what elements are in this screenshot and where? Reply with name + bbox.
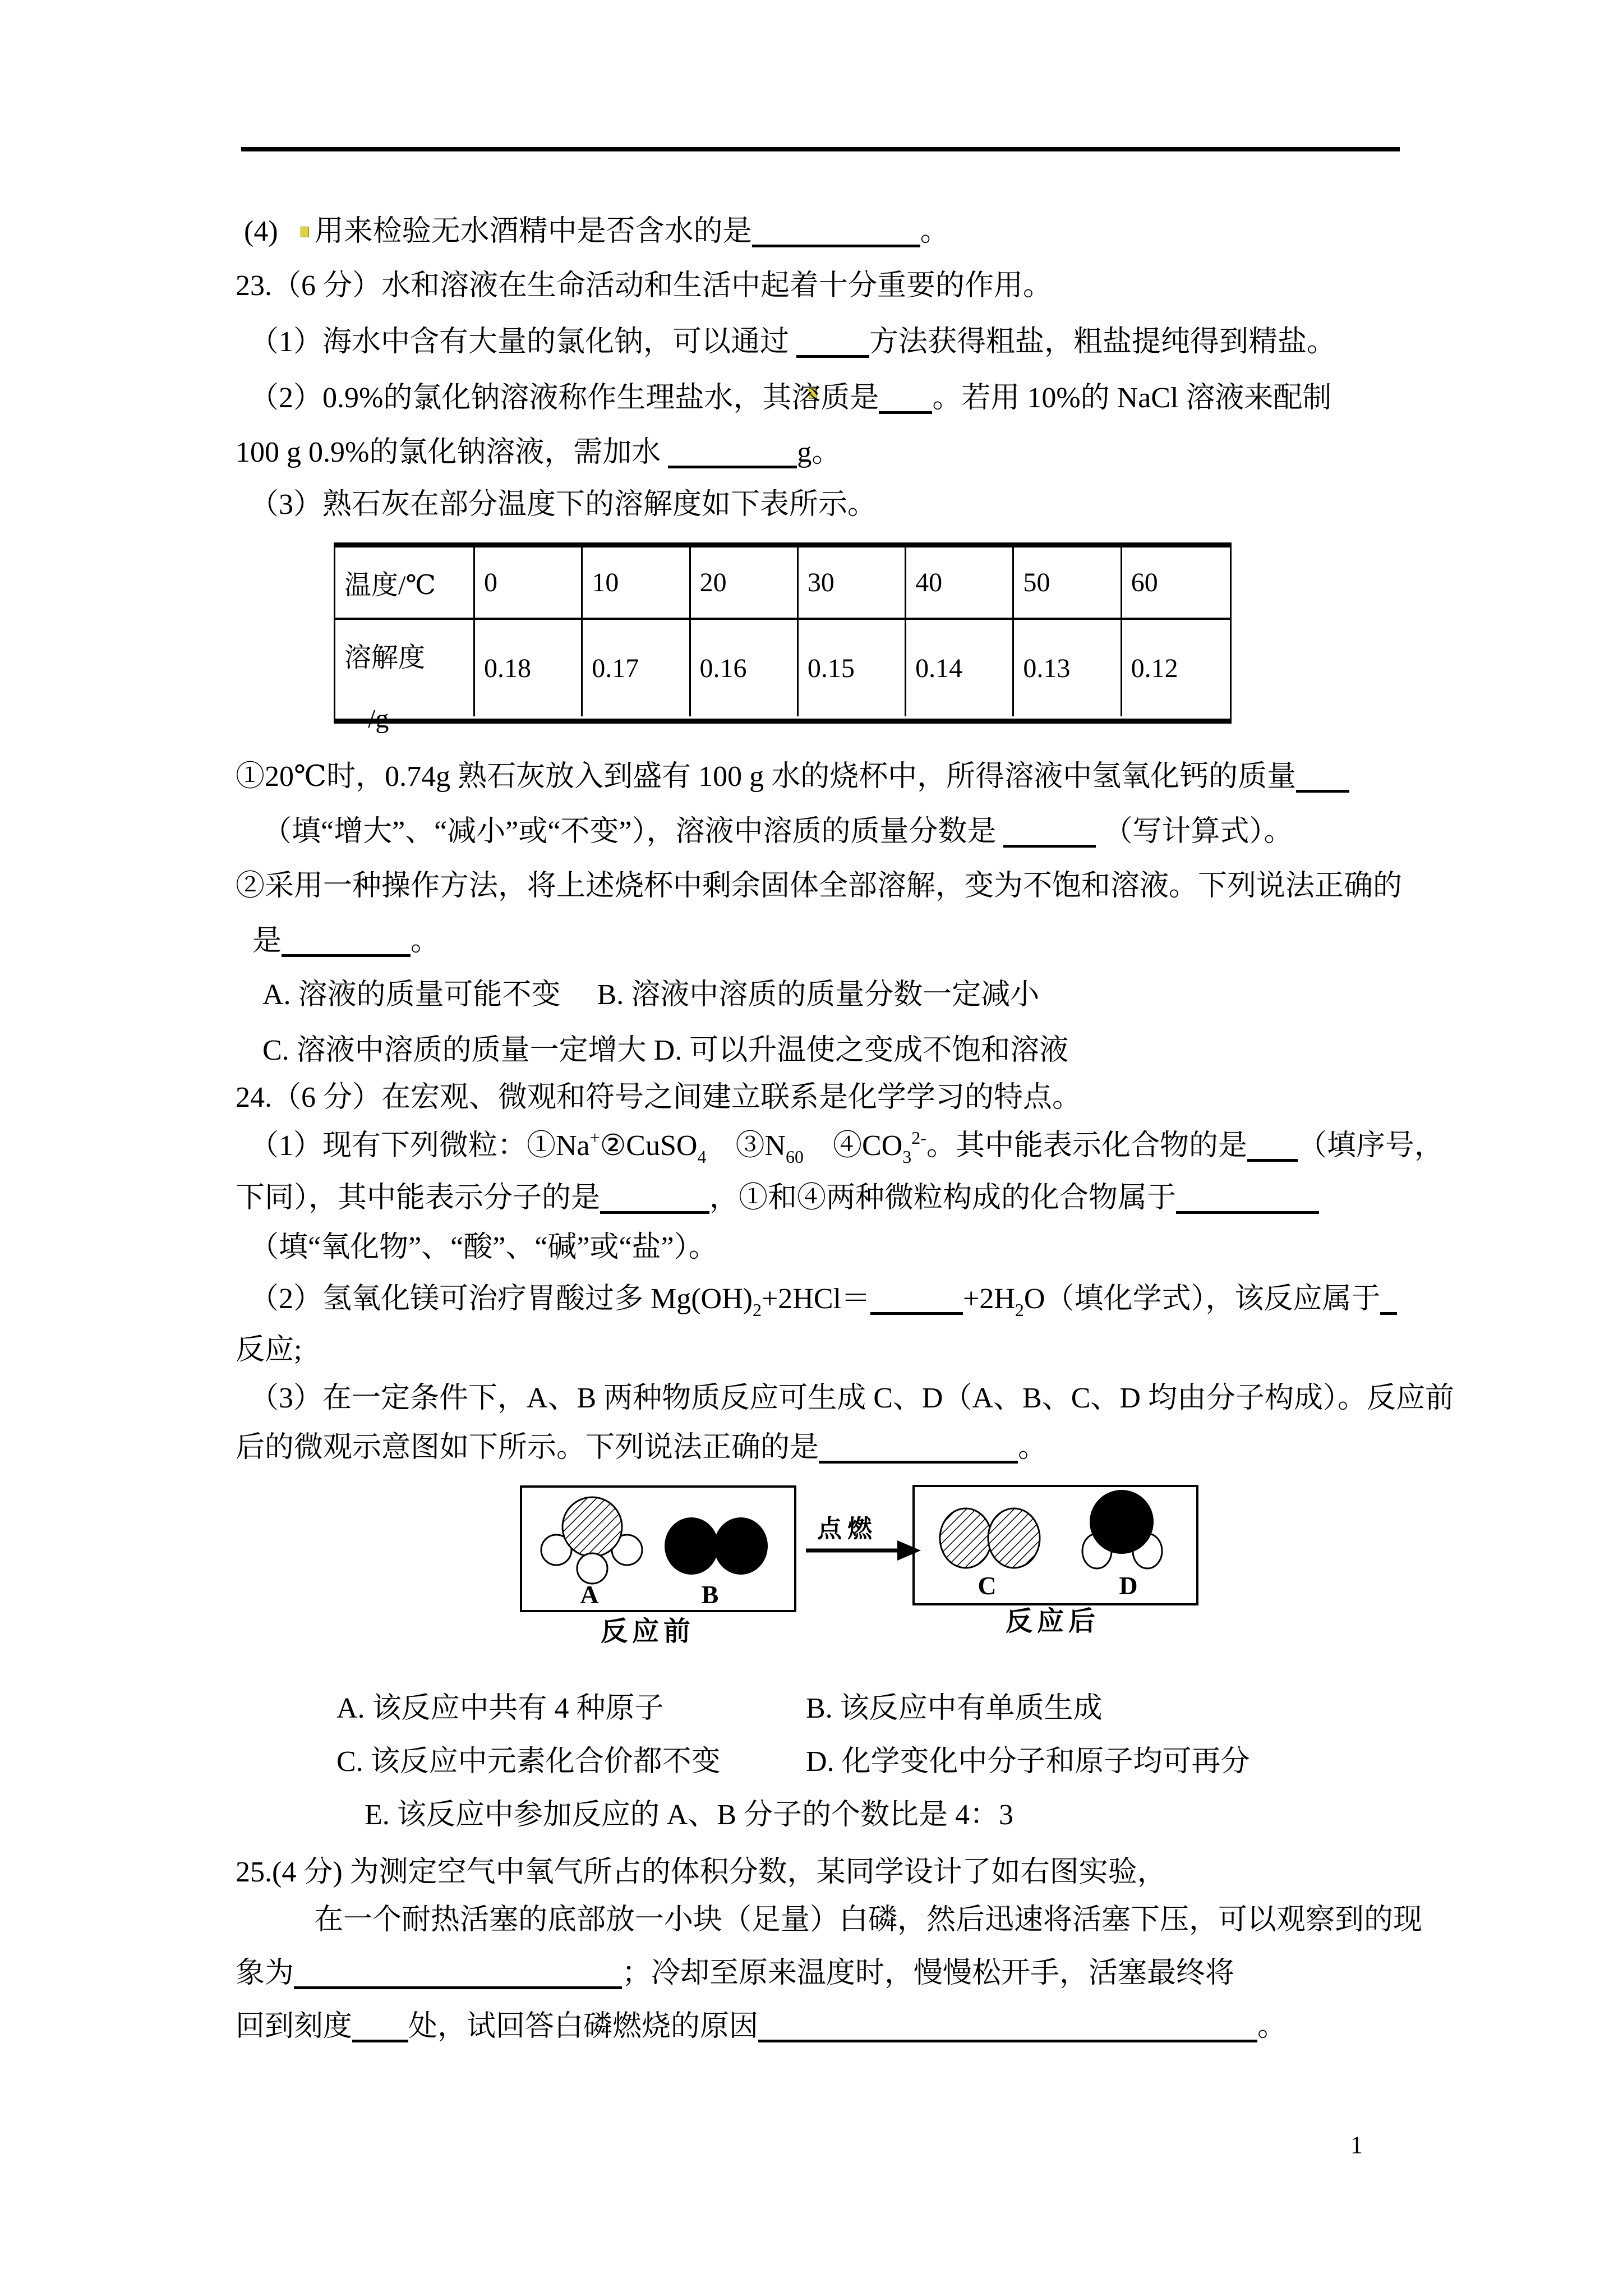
- line-options-ab: A. 溶液的质量可能不变 B. 溶液中溶质的质量分数一定减小: [262, 979, 1040, 1011]
- line-q24-option-d: D. 化学变化中分子和原子均可再分: [806, 1746, 1250, 1778]
- table-cell-temp-20: 20: [691, 547, 799, 620]
- molecule-b-atom: [714, 1517, 768, 1575]
- blank-field: [294, 1963, 622, 1989]
- line-q23-stem: 23.（6 分）水和溶液在生命活动和生活中起着十分重要的作用。: [236, 270, 1053, 302]
- blank-field: [758, 2016, 1257, 2042]
- line-q25-body: 在一个耐热活塞的底部放一小块（足量）白磷，然后迅速将活塞下压，可以观察到的现: [314, 1904, 1423, 1936]
- blank-field: [1296, 766, 1349, 793]
- line-q24-part2-cont: 反应;: [236, 1334, 302, 1366]
- line-q24-option-a: A. 该反应中共有 4 种原子: [336, 1692, 664, 1724]
- line-q22-part4: (4) 用来检验无水酒精中是否含水的是 。: [244, 215, 949, 247]
- table-header-temperature-label: 温度/℃: [344, 570, 436, 600]
- table-cell-sol-30: 0.15: [799, 620, 906, 716]
- page-number: 1: [1350, 2131, 1363, 2159]
- blank-field: [819, 1437, 1018, 1464]
- blank-field: [1003, 821, 1096, 848]
- line-q25-body-cont: 象为 ；冷却至原来温度时，慢慢松开手，活塞最终将: [236, 1957, 1235, 1989]
- line-q24-part1: （1）现有下列微粒：①Na+②CuSO$_4$ $③N_{60}$ $④CO_3^{2-}$。其中能表示化合物的是 （填序号，: [250, 1128, 1444, 1167]
- top-divider: [241, 147, 1400, 151]
- molecule-b-label: B: [701, 1580, 719, 1609]
- molecule-d-large-atom: [1090, 1490, 1154, 1554]
- molecule-b-atom: [665, 1517, 718, 1575]
- table-header-temperature: [335, 547, 475, 620]
- reaction-arrow-head: [897, 1540, 921, 1561]
- table-cell-temp-10: 10: [583, 547, 690, 620]
- line-options-cd: C. 溶液中溶质的质量一定增大 D. 可以升温使之变成不饱和溶液: [262, 1034, 1069, 1066]
- table-cell-temp-60: 60: [1122, 547, 1230, 620]
- line-q24-option-c: C. 该反应中元素化合价都不变: [336, 1746, 721, 1778]
- table-row-temperature: [335, 547, 1230, 620]
- line-q23-part2: （2）0.9%的氯化钠溶液称作生理盐水，其溶质是 。若用 10%的 NaCl 溶液来配制: [250, 382, 1332, 414]
- table-header-solubility: [335, 620, 475, 734]
- before-reaction-label: 反应前: [600, 1617, 695, 1646]
- blank-field: [352, 2016, 408, 2042]
- line-sub1-cont: （填“增大”、“减小”或“不变”），溶液中溶质的质量分数是 （写计算式）。: [262, 816, 1293, 848]
- table-cell-sol-20: 0.16: [691, 620, 799, 716]
- line-q24-option-b: B. 该反应中有单质生成: [806, 1692, 1103, 1724]
- table-cell-temp-50: 50: [1014, 547, 1122, 620]
- blank-field: [752, 221, 920, 247]
- line-sub2-cont: 是 。: [252, 925, 440, 957]
- molecule-a-label: A: [580, 1580, 599, 1609]
- molecule-a-small-atom: [577, 1553, 607, 1584]
- blank-field: [1247, 1135, 1298, 1162]
- molecule-c-atom: [940, 1508, 992, 1568]
- table-header-solubility-label: 溶解度: [344, 643, 426, 673]
- after-reaction-label: 反应后: [1005, 1607, 1100, 1636]
- line-q23-part2-cont: 100 g 0.9%的氯化钠溶液，需加水 g。: [236, 436, 841, 468]
- line-q24-part2: （2）氢氧化镁可治疗胃酸过多 $Mg(OH)_2+2HCl= +2H_2O$（填化学式），该反应属于: [250, 1282, 1397, 1316]
- line-q24-part1-cont: 下同），其中能表示分子的是 ，①和④两种微粒构成的化合物属于: [236, 1181, 1319, 1215]
- line-q24-part3: （3）在一定条件下，A、B 两种物质反应可生成 C、D（A、B、C、D 均由分子构成）。反应前: [250, 1382, 1454, 1414]
- table-cell-temp-0: 0: [475, 547, 583, 620]
- line-q24-part3-cont: 后的微观示意图如下所示。下列说法正确的是 。: [236, 1432, 1048, 1464]
- molecule-c-atom: [988, 1508, 1040, 1568]
- reaction-diagram: [505, 1475, 1211, 1649]
- table-cell-sol-0: 0.18: [475, 620, 583, 716]
- table-cell-sol-60: 0.12: [1131, 653, 1178, 683]
- line-sub2: ②采用一种操作方法，将上述烧杯中剩余固体全部溶解，变为不饱和溶液。下列说法正确的: [236, 870, 1403, 902]
- table-cell-temp-40: 40: [906, 547, 1014, 620]
- line-q24-part1-cont2: （填“氧化物”、“酸”、“碱”或“盐”）。: [250, 1231, 718, 1263]
- table-cell-sol-40: 0.14: [906, 620, 1014, 716]
- molecule-a-large-atom: [562, 1497, 622, 1557]
- blank-field: [879, 388, 932, 414]
- line-q24-stem: 24.（6 分）在宏观、微观和符号之间建立联系是化学学习的特点。: [236, 1082, 1082, 1114]
- line-sub1: ①20℃时，0.74g 熟石灰放入到盛有 100 g 水的烧杯中，所得溶液中氢氧化钙的质量: [236, 760, 1349, 794]
- blank-field: [668, 442, 797, 468]
- ignite-label: 点燃: [817, 1515, 878, 1543]
- line-q24-option-e: E. 该反应中参加反应的 A、B 分子的个数比是 4：3: [365, 1799, 1014, 1831]
- line-q23-part1: （1）海水中含有大量的氯化钠，可以通过 方法获得粗盐，粗盐提纯得到精盐。: [250, 326, 1336, 358]
- blank-field: [870, 1289, 963, 1315]
- table-row-solubility: [335, 620, 1230, 734]
- molecule-d-label: D: [1119, 1571, 1138, 1600]
- table-cell-sol-50: 0.13: [1014, 620, 1122, 716]
- blank-field: [1176, 1188, 1319, 1214]
- blank-field: [282, 931, 411, 957]
- line-q25-body-end: 回到刻度 处，试回答白磷燃烧的原因 。: [236, 2010, 1287, 2042]
- table-header-solubility-unit: /g: [368, 704, 389, 734]
- line-q23-part3: （3）熟石灰在部分温度下的溶解度如下表所示。: [250, 489, 877, 521]
- table-cell-sol-10: 0.17: [583, 620, 690, 716]
- blank-field: [600, 1188, 709, 1214]
- line-q25-stem: 25.(4 分) 为测定空气中氧气所占的体积分数，某同学设计了如右图实验，: [236, 1856, 1166, 1888]
- table-cell-temp-30: 30: [799, 547, 906, 620]
- blank-field: [796, 332, 869, 358]
- solubility-table: [334, 542, 1232, 734]
- molecule-c-label: C: [978, 1571, 997, 1600]
- blank-field: [1380, 1289, 1397, 1315]
